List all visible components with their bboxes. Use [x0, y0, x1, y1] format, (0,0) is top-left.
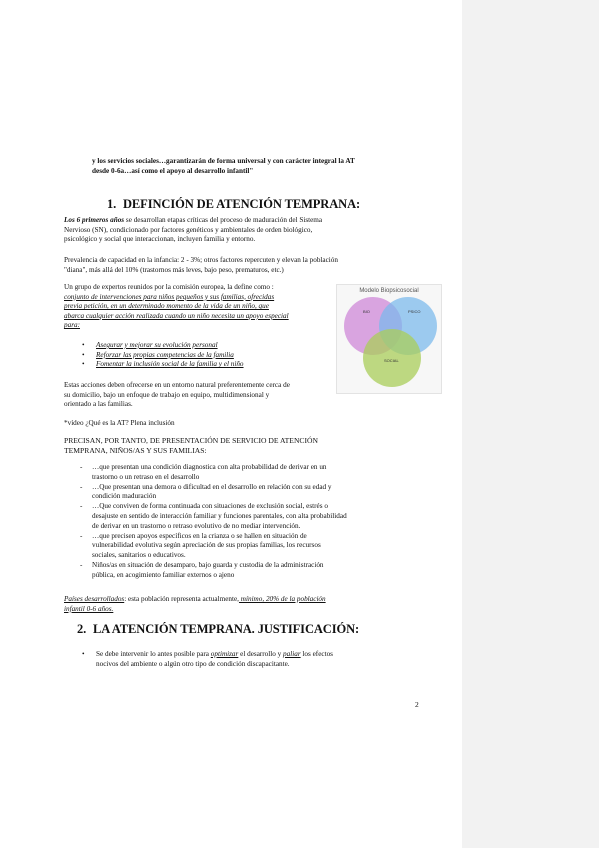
needs-dash-list — [78, 463, 398, 581]
paragraph-definition — [64, 283, 344, 331]
para4-line-3: orientado a las familias. — [64, 400, 133, 409]
paragraph-natural-environment — [64, 381, 354, 410]
para2-line-1: Prevalencia de capacidad en la infancia: 2 - 3%; otros factores repercuten y elevan la población — [64, 256, 338, 264]
para3-line-3: previa petición, en un determinado momento de la vida de un niño, que — [64, 302, 269, 311]
list-item — [78, 532, 398, 561]
para1-line-3: psicológico y social que interaccionan, incluyen familia y entorno. — [64, 235, 256, 244]
precisan-line-1: PRECISAN, POR TANTO, DE PRESENTACIÓN DE SERVICIO DE ATENCIÓN — [64, 436, 318, 445]
list-item — [78, 561, 398, 580]
psico-label: PSICO — [408, 309, 421, 314]
video-reference: *vídeo ¿Qué es la AT? Plena inclusión — [64, 419, 175, 427]
para5-post: los efectos — [300, 650, 333, 658]
first-years-emphasis: Los 6 primeros años — [64, 216, 125, 224]
para1-line-2: Nervioso (SN), condicionado por factores genéticos y ambientales de orden biológico, — [64, 225, 313, 234]
para3-line-4: abarca cualquier acción realizada cuando un niño necesita un apoyo especial — [64, 311, 289, 320]
comment-margin-pane — [462, 0, 599, 848]
section-2-title: LA ATENCIÓN TEMPRANA. JUSTIFICACIÓN: — [93, 622, 360, 636]
intro-line-2: desde 0-6a…así como el apoyo al desarrollo infantil" — [92, 166, 254, 175]
section-1-title: DEFINCIÓN DE ATENCIÓN TEMPRANA: — [123, 197, 361, 211]
optimize-emphasis: optimizar — [210, 650, 239, 658]
list-item-line: vulnerabilidad evolutiva según apreciación de sus propias familias, los recursos — [92, 541, 321, 550]
list-item — [78, 463, 398, 482]
para1-line-1: se desarrollan etapas críticas del proceso de maduración del Sistema — [124, 216, 323, 224]
precisan-heading — [64, 436, 384, 456]
list-item-line: - …que presentan una condición diagnostica con alta probabilidad de derivar en un — [92, 463, 327, 471]
para5-pre: Se debe intervenir lo antes posible para — [96, 650, 211, 658]
section-2-heading — [77, 622, 359, 637]
precisan-line-2: TEMPRANA, NIÑOS/AS Y SUS FAMILIAS: — [64, 446, 207, 455]
list-item — [78, 483, 398, 502]
section-1-heading — [107, 197, 360, 212]
list-item-line: - …Que presentan una demora o dificultad en el desarrollo en relación con su edad y — [92, 482, 332, 491]
paises-emphasis: mínimo, 20% de la población — [238, 595, 326, 603]
list-item-line: trastorno o un retraso en el desarrollo — [92, 472, 200, 481]
social-label: SOCIAL — [384, 358, 399, 363]
intro-line-1: y los servicios sociales…garantizarán de forma universal y con carácter integral la AT — [92, 157, 355, 165]
para5-line-2: nocivos del ambiente o algún otro tipo de condición discapacitante. — [96, 659, 290, 668]
para3-line-1: Un grupo de expertos reunidos por la comisión europea, la define como : — [64, 283, 274, 291]
bullet-item: • Reforzar las propias competencias de la familia — [78, 351, 328, 361]
list-item-line: pública, en acogimiento familiar externos o ajeno — [92, 570, 235, 579]
para2-line-2: "diana", más allá del 10% (trastornos más leves, bajo peso, prematuros, etc.) — [64, 265, 284, 274]
bio-label: BIO — [363, 309, 370, 314]
paragraph-developed-countries — [64, 595, 394, 614]
list-item-line: de derivar en un trastorno o retraso evolutivo de no mediar intervención. — [92, 521, 301, 530]
para5-mid: el desarrollo y — [238, 650, 284, 658]
list-item-line: - …Que conviven de forma continuada con situaciones de exclusión social, estrés o — [92, 502, 328, 511]
section-2-number: 2. — [77, 622, 87, 636]
bullet-item: • Asegurar y mejorar su evolución personal — [78, 341, 328, 351]
list-item-line: condición maduración — [92, 492, 157, 501]
section-1-number: 1. — [107, 197, 117, 211]
para4-line-1: Estas acciones deben ofrecerse en un entorno natural preferentemente cerca de — [64, 381, 290, 389]
page-number: 2 — [415, 700, 419, 709]
paragraph-development — [64, 216, 394, 245]
bullet-item — [78, 650, 398, 669]
diagram-title: Modelo Biopsicosocial — [359, 288, 419, 294]
goals-bullet-list — [78, 341, 328, 370]
para3-line-2: conjunto de intervenciones para niños pequeños y sus familias, ofrecidas — [64, 292, 275, 301]
paragraph-prevalence — [64, 256, 404, 275]
bullet-item: • Fomentar la inclusión social de la familia y el niño — [78, 360, 328, 370]
paises-lead: Países desarrollados — [64, 595, 125, 603]
list-item-line: - …que precisen apoyos específicos en la crianza o se hallen en situación de — [92, 531, 307, 540]
justification-bullet-list — [78, 650, 398, 669]
para3-line-5: para: — [64, 321, 80, 330]
palliate-emphasis: paliar — [283, 650, 301, 658]
list-item — [78, 502, 398, 531]
list-item-line: desajuste en sentido de interacción familiar y funciones parentales, con alta probabilidad — [92, 511, 347, 520]
intro-paragraph — [92, 157, 422, 176]
biopsychosocial-model-image — [336, 284, 442, 394]
list-item-line: sociales, sanitarios o educativos. — [92, 550, 186, 559]
paises-line-2: infantil 0-6 años. — [64, 604, 114, 613]
para4-line-2: su domicilio, bajo un enfoque de trabajo en equipo, multidimensional y — [64, 390, 270, 399]
list-item-line: - Niños/as en situación de desamparo, bajo guarda y custodia de la administración — [92, 560, 324, 569]
paises-mid: : esta población representa actualmente, — [124, 595, 239, 603]
